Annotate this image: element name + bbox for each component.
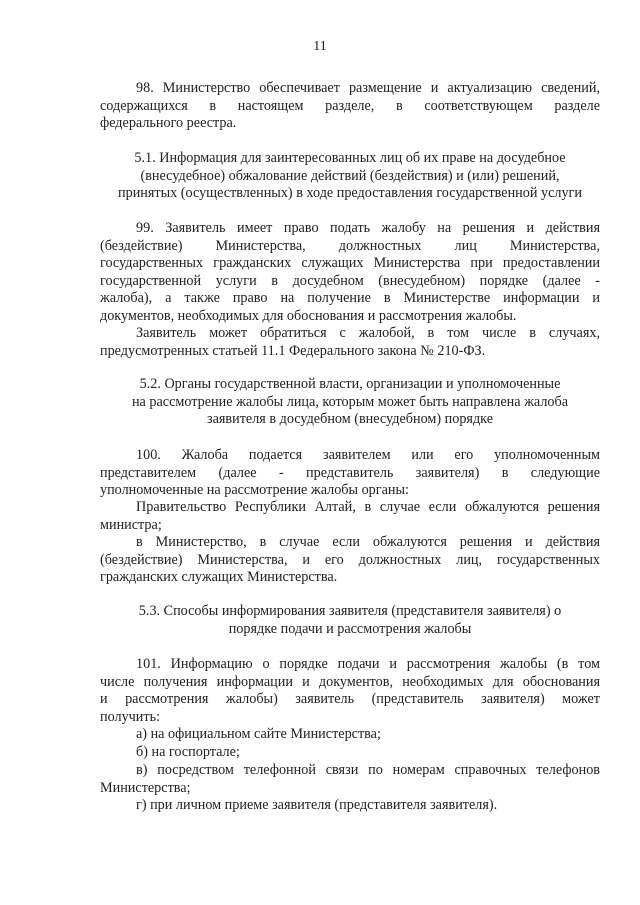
text-line: Заявитель может обратиться с жалобой, в том числе в случаях,: [136, 325, 600, 341]
heading-line: 5.1. Информация для заинтересованных лиц об их праве на досудебное: [134, 150, 566, 166]
text-line: г) при личном приеме заявителя (представителя заявителя).: [136, 797, 498, 813]
paragraph-100: [100, 447, 600, 500]
text-line: жалоба), а также право на получение в Министерстве информации и: [100, 290, 600, 307]
paragraph-99-continued: [100, 325, 600, 360]
text-line: Министерства;: [100, 779, 191, 796]
text-line: Правительство Республики Алтай, в случае если обжалуются решения: [136, 499, 600, 515]
text-line: гражданских служащих Министерства.: [100, 569, 338, 586]
list-item-a: [100, 726, 600, 744]
text-line: числе получения информации и документов, необходимых для обоснования: [100, 673, 600, 690]
paragraph-98: [100, 80, 600, 133]
paragraph-100-item-government: [100, 499, 600, 534]
heading-line: 5.2. Органы государственной власти, организации и уполномоченные: [139, 376, 561, 392]
heading-line: принятых (осуществленных) в ходе предоставления государственной услуги: [118, 185, 582, 202]
list-item-v: [100, 762, 600, 797]
list-item-g: [100, 797, 600, 815]
text-line: 101. Информацию о порядке подачи и рассмотрения жалобы (в том: [136, 656, 600, 672]
text-line: содержащихся в настоящем разделе, в соответствующем разделе: [100, 97, 600, 114]
text-line: министра;: [100, 516, 162, 533]
paragraph-101: [100, 656, 600, 726]
heading-line: 5.3. Способы информирования заявителя (представителя заявителя) о: [138, 603, 562, 619]
heading-line: на рассмотрение жалобы лица, которым может быть направлена жалоба: [131, 393, 569, 410]
section-heading-5-3: [100, 603, 600, 638]
page-number: 11: [313, 39, 327, 54]
text-line: 98. Министерство обеспечивает размещение и актуализацию сведений,: [136, 80, 600, 96]
section-heading-5-1: [100, 150, 600, 203]
text-line: государственных гражданских служащих Министерства при предоставлении: [100, 255, 600, 272]
text-line: федерального реестра.: [100, 115, 237, 132]
heading-line: заявителя в досудебном (внесудебном) порядке: [207, 411, 493, 428]
text-line: в) посредством телефонной связи по номерам справочных телефонов: [136, 762, 600, 778]
text-line: и рассмотрения жалобы) заявитель (представитель заявителя) может: [100, 691, 600, 708]
text-line: (бездействие) Министерства, и его должностных лиц, государственных: [100, 551, 600, 568]
heading-line: (внесудебное) обжалование действий (бездействия) и (или) решений,: [140, 167, 560, 184]
text-line: (бездействие) Министерства, должностных лиц Министерства,: [100, 237, 600, 254]
text-line: предусмотренных статьей 11.1 Федерального закона № 210-ФЗ.: [100, 342, 486, 359]
text-line: уполномоченные на рассмотрение жалобы органы:: [100, 482, 409, 499]
paragraph-99: [100, 220, 600, 326]
text-line: документов, необходимых для обоснования и рассмотрения жалобы.: [100, 307, 517, 324]
text-line: государственной услуги в досудебном (внесудебном) порядке (далее -: [100, 272, 600, 289]
list-item-b: [100, 744, 600, 762]
text-line: б) на госпортале;: [136, 744, 240, 760]
text-line: 99. Заявитель имеет право подать жалобу на решения и действия: [136, 220, 600, 236]
text-line: представителем (далее - представитель заявителя) в следующие: [100, 464, 600, 481]
paragraph-100-item-ministry: [100, 534, 600, 587]
heading-line: порядке подачи и рассмотрения жалобы: [228, 620, 472, 637]
section-heading-5-2: [100, 376, 600, 429]
text-line: а) на официальном сайте Министерства;: [136, 726, 381, 742]
text-line: 100. Жалоба подается заявителем или его уполномоченным: [136, 447, 600, 463]
text-line: получить:: [100, 708, 161, 725]
text-line: в Министерство, в случае если обжалуются решения и действия: [136, 534, 600, 550]
